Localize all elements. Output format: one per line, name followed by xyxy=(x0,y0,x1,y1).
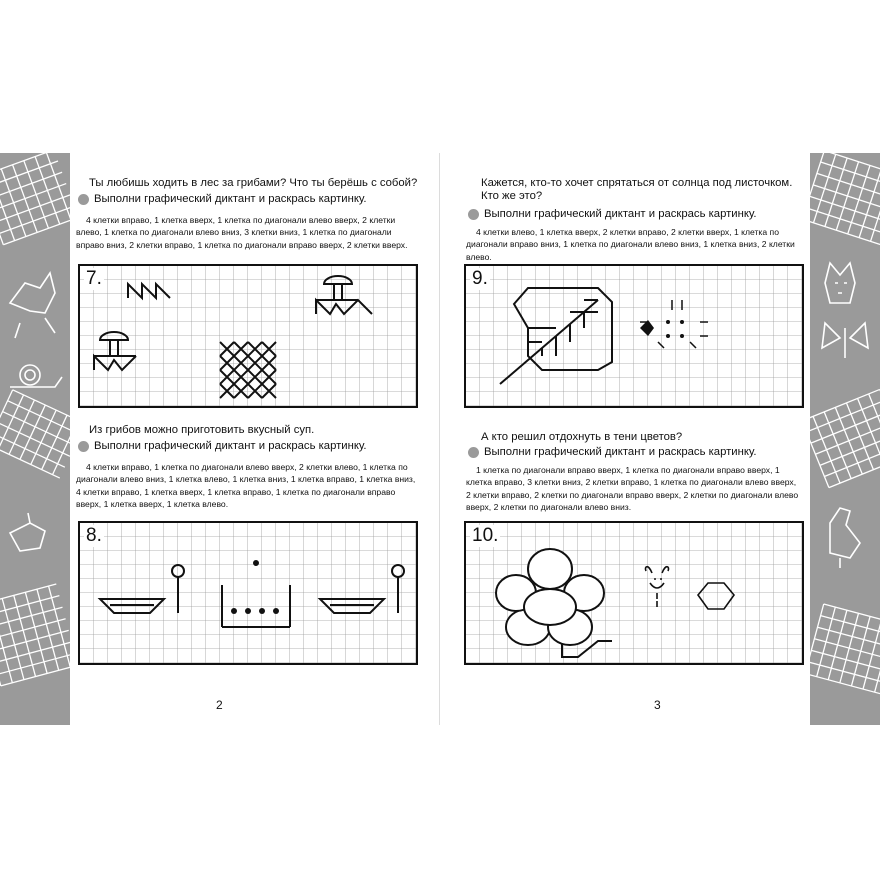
task-line xyxy=(468,208,803,221)
workbook-spread xyxy=(0,153,880,725)
question-text: Из грибов можно приготовить вкусный суп. xyxy=(89,424,315,436)
goose-icon xyxy=(830,508,860,568)
snail-icon xyxy=(10,365,62,387)
task-line xyxy=(468,446,803,459)
exercise-number: 10. xyxy=(472,525,499,546)
exercise-grid-9 xyxy=(464,264,804,408)
exercise-number: 7. xyxy=(86,268,102,289)
page-number: 3 xyxy=(654,698,661,712)
page-number: 2 xyxy=(216,698,223,712)
bird-icon xyxy=(10,513,45,551)
exercise-number: 8. xyxy=(86,525,102,546)
task-bullet-icon xyxy=(468,447,479,458)
task-bullet-icon xyxy=(78,194,89,205)
task-text: Выполни графический диктант и раскрась картинку. xyxy=(94,440,367,452)
right-page xyxy=(440,153,810,725)
task-line xyxy=(78,193,428,206)
task-text: Выполни графический диктант и раскрась картинку. xyxy=(94,193,367,205)
left-decorative-border xyxy=(0,153,70,725)
dictation-instructions: 4 клетки вправо, 1 клетка вверх, 1 клетка по диагонали влево вверх, 2 клетки влево, 1 клетка по диагонали влево вниз, 3 клетки вниз, 1 клетка по диагонали вправо вниз, 2 клетки вправо, 1 клетка по диагонали вправо вверх, 2 клетки вверх. xyxy=(76,215,408,250)
exercise-grid-8 xyxy=(78,521,418,665)
task-text: Выполни графический диктант и раскрась картинку. xyxy=(484,208,757,220)
task-text: Выполни графический диктант и раскрась картинку. xyxy=(484,446,757,458)
exercise-grid-7 xyxy=(78,264,418,408)
right-border-pattern xyxy=(810,153,880,725)
dictation-instructions: 4 клетки вправо, 1 клетка по диагонали влево вверх, 2 клетки влево, 1 клетка по диагонали влево вниз, 1 клетка влево, 1 клетка вниз, 1 клетка вправо, 1 клетка вниз, 4 клетки вправо, 1 клетка вверх, 1 клетка вправо, 1 клетка по диагонали вправо вверх, 1 клетка вверх, 1 клетка влево. xyxy=(76,462,416,510)
butterfly-icon xyxy=(822,323,868,358)
question-text: Ты любишь ходить в лес за грибами? Что ты берёшь с собой? xyxy=(89,177,418,189)
left-border-pattern xyxy=(0,153,70,725)
cat-icon xyxy=(825,263,855,303)
left-page xyxy=(70,153,440,725)
dictation-instructions: 1 клетка по диагонали вправо вверх, 1 клетка по диагонали вправо вверх, 1 клетка вправо, 3 клетки вниз, 2 клетки вправо, 1 клетка по диагонали влево вверх, 2 клетки вправо, 2 клетки по диагонали вправо вверх, 2 клетки по диагонали влево вверх, 2 клетки по диагонали влево вниз. xyxy=(466,465,799,513)
exercise-grid-10 xyxy=(464,521,804,665)
task-line xyxy=(78,440,428,453)
frog-icon xyxy=(10,273,55,338)
question-text: А кто решил отдохнуть в тени цветов? xyxy=(481,431,683,443)
task-bullet-icon xyxy=(468,209,479,220)
right-decorative-border xyxy=(810,153,880,725)
question-text: Кажется, кто-то хочет спрятаться от солнца под листочком. Кто же это? xyxy=(481,177,793,202)
dictation-instructions: 4 клетки влево, 1 клетка вверх, 2 клетки вправо, 2 клетки вверх, 1 клетка по диагонали вправо вниз, 1 клетка по диагонали влево вниз, 1 клетка вниз, 2 клетки влево. xyxy=(466,227,795,262)
task-bullet-icon xyxy=(78,441,89,452)
exercise-number: 9. xyxy=(472,268,488,289)
